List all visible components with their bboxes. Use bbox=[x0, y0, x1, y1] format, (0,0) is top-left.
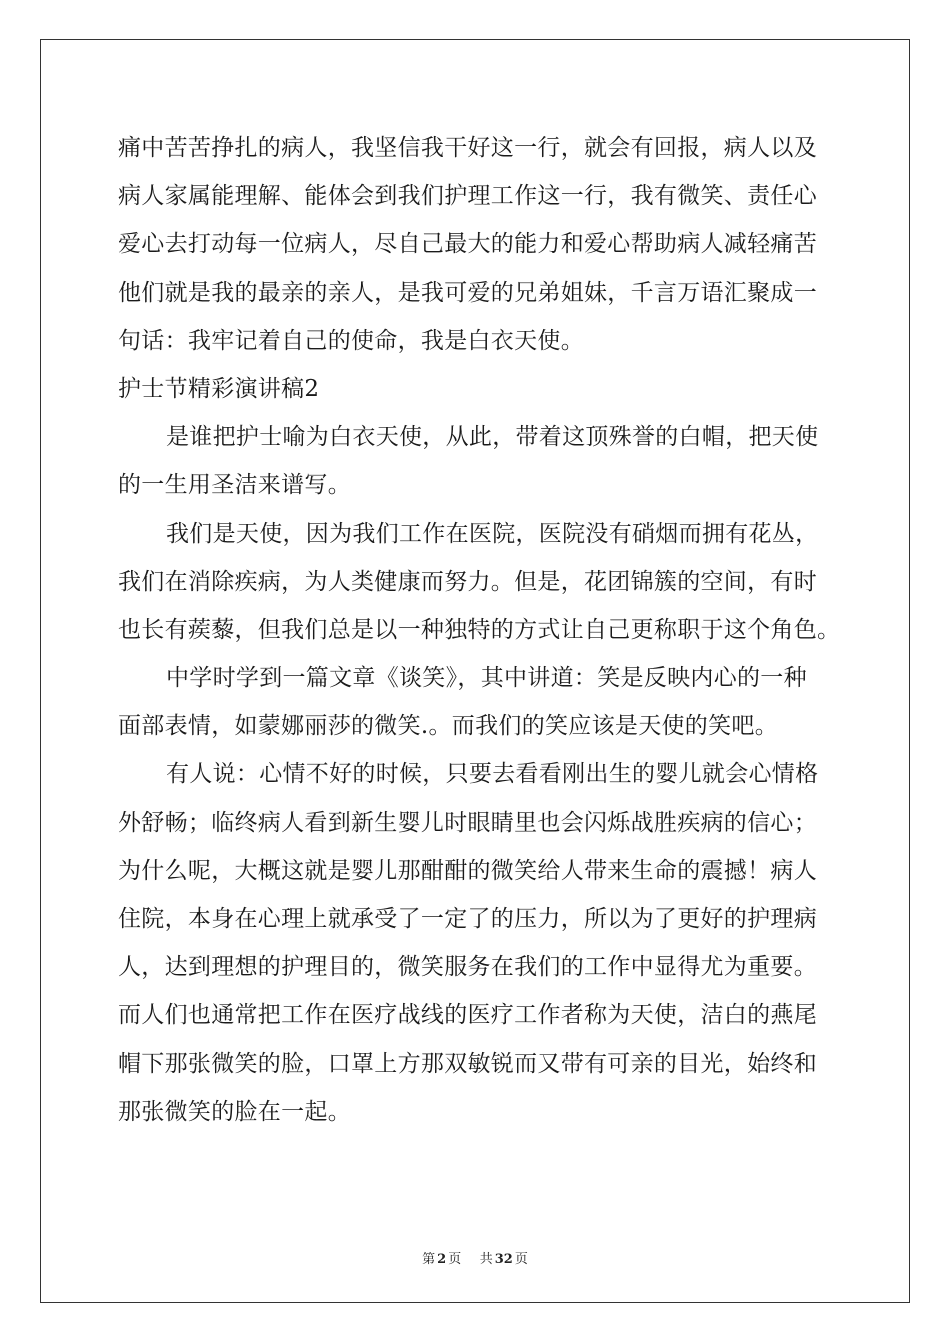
page-footer bbox=[0, 1248, 950, 1267]
document-body bbox=[118, 124, 842, 1136]
total-prefix: 共 bbox=[479, 1252, 493, 1267]
text-line: 的一生用圣洁来谱写。 bbox=[118, 472, 351, 499]
text-line: 为什么呢，大概这就是婴儿那酣酣的微笑给人带来生命的震撼！病人 bbox=[118, 857, 817, 884]
text-line: 外舒畅；临终病人看到新生婴儿时眼睛里也会闪烁战胜疾病的信心； bbox=[118, 809, 817, 836]
text-line: 面部表情，如蒙娜丽莎的微笑.。而我们的笑应该是天使的笑吧。 bbox=[118, 713, 779, 740]
page-prefix: 第 bbox=[422, 1252, 436, 1267]
text-line: 而人们也通常把工作在医疗战线的医疗工作者称为天使，洁白的燕尾 bbox=[118, 1002, 817, 1029]
text-line: 我们在消除疾病，为人类健康而努力。但是，花团锦簇的空间，有时 bbox=[118, 568, 817, 595]
paragraph-start-line: 我们是天使，因为我们工作在医院，医院没有硝烟而拥有花丛， bbox=[166, 520, 819, 547]
text-line: 人，达到理想的护理目的，微笑服务在我们的工作中显得尤为重要。 bbox=[118, 954, 817, 981]
text-line: 病人家属能理解、能体会到我们护理工作这一行，我有微笑、责任心 bbox=[118, 183, 817, 210]
text-line: 爱心去打动每一位病人，尽自己最大的能力和爱心帮助病人减轻痛苦 bbox=[118, 231, 817, 258]
text-line: 也长有蒺藜，但我们总是以一种独特的方式让自己更称职于这个角色。 bbox=[118, 616, 841, 643]
paragraph-start-line: 中学时学到一篇文章《谈笑》，其中讲道：笑是反映内心的一种 bbox=[166, 665, 807, 692]
text-line: 句话：我牢记着自己的使命，我是白衣天使。 bbox=[118, 327, 584, 354]
paragraph-start-line: 是谁把护士喻为白衣天使，从此，带着这顶殊誉的白帽，把天使 bbox=[166, 424, 819, 451]
paragraph-start-line: 有人说：心情不好的时候，只要去看看刚出生的婴儿就会心情格 bbox=[166, 761, 819, 788]
section-heading: 护士节精彩演讲稿2 bbox=[118, 375, 320, 402]
page-suffix: 页 bbox=[448, 1252, 462, 1267]
page-number: 2 bbox=[437, 1252, 447, 1267]
total-suffix: 页 bbox=[514, 1252, 528, 1267]
text-line: 帽下那张微笑的脸，口罩上方那双敏锐而又带有可亲的目光，始终和 bbox=[118, 1050, 817, 1077]
text-line: 痛中苦苦挣扎的病人，我坚信我干好这一行，就会有回报，病人以及 bbox=[118, 135, 817, 161]
text-line: 他们就是我的最亲的亲人，是我可爱的兄弟姐妹，千言万语汇聚成一 bbox=[118, 279, 817, 306]
total-pages: 32 bbox=[494, 1252, 513, 1267]
text-line: 那张微笑的脸在一起。 bbox=[118, 1098, 351, 1125]
text-line: 住院，本身在心理上就承受了一定了的压力，所以为了更好的护理病 bbox=[118, 906, 817, 932]
